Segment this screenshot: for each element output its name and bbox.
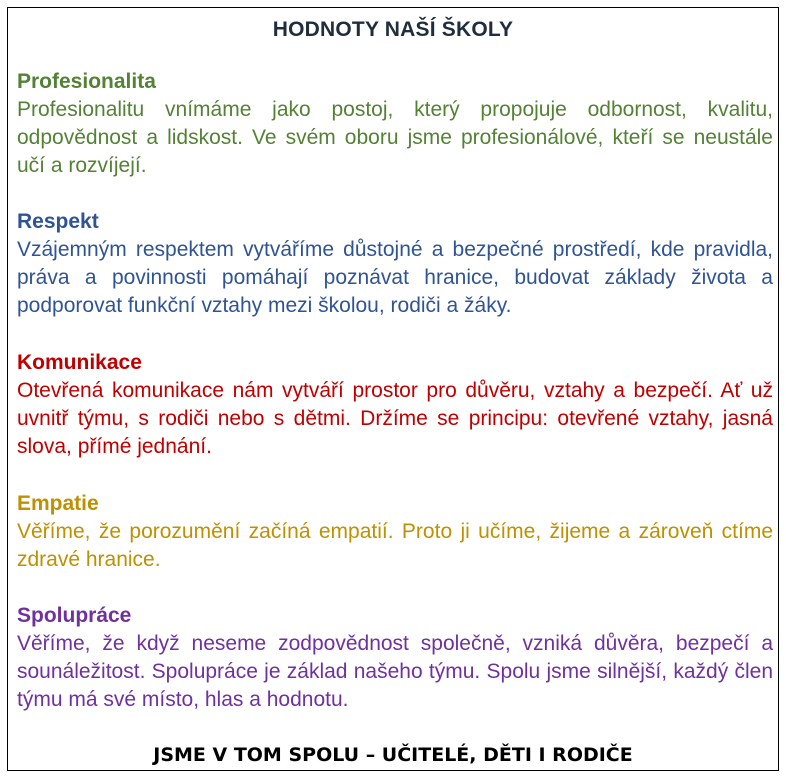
- section-heading: Empatie: [17, 492, 99, 515]
- document-title: HODNOTY NAŠÍ ŠKOLY: [272, 18, 514, 41]
- section-text: Vzájemným respektem vytváříme důstojné a bezpečné prostředí, kde pravidla, práva a povinnosti pomáhají poznávat hranice, budovat základy života a podporovat funkční vztahy mezi školou, rodiči a žáky.: [17, 238, 773, 317]
- section-heading: Profesionalita: [17, 70, 156, 93]
- section-heading: Komunikace: [17, 351, 142, 374]
- section-respekt: [17, 208, 773, 320]
- section-heading: Respekt: [17, 210, 99, 233]
- section-text: Profesionalitu vnímáme jako postoj, který propojuje odbornost, kvalitu, odpovědnost a lidskost. Ve svém oboru jsme profesionálové, kteří se neustále učí a rozvíjejí.: [17, 98, 773, 177]
- section-empatie: [17, 490, 773, 574]
- section-text: Otevřená komunikace nám vytváří prostor pro důvěru, vztahy a bezpečí. Ať už uvnitř týmu, s rodiči nebo s dětmi. Držíme se principu: otevřené vztahy, jasná slova, přímé jednání.: [17, 379, 773, 458]
- section-profesionalita: [17, 68, 773, 180]
- footer-motto: JSME V TOM SPOLU – UČITELÉ, DĚTI I RODIČE: [153, 744, 633, 766]
- section-text: Věříme, že když neseme zodpovědnost společně, vzniká důvěra, bezpečí a sounáležitost. Spolupráce je základ našeho týmu. Spolu jsme silnější, každý člen týmu má své místo, hlas a hodnotu.: [17, 632, 773, 711]
- section-spoluprace: [17, 602, 773, 714]
- values-document: [7, 7, 779, 771]
- section-heading: Spolupráce: [17, 604, 132, 627]
- section-komunikace: [17, 349, 773, 461]
- section-text: Věříme, že porozumění začíná empatií. Proto ji učíme, žijeme a zároveň ctíme zdravé hranice.: [17, 520, 773, 571]
